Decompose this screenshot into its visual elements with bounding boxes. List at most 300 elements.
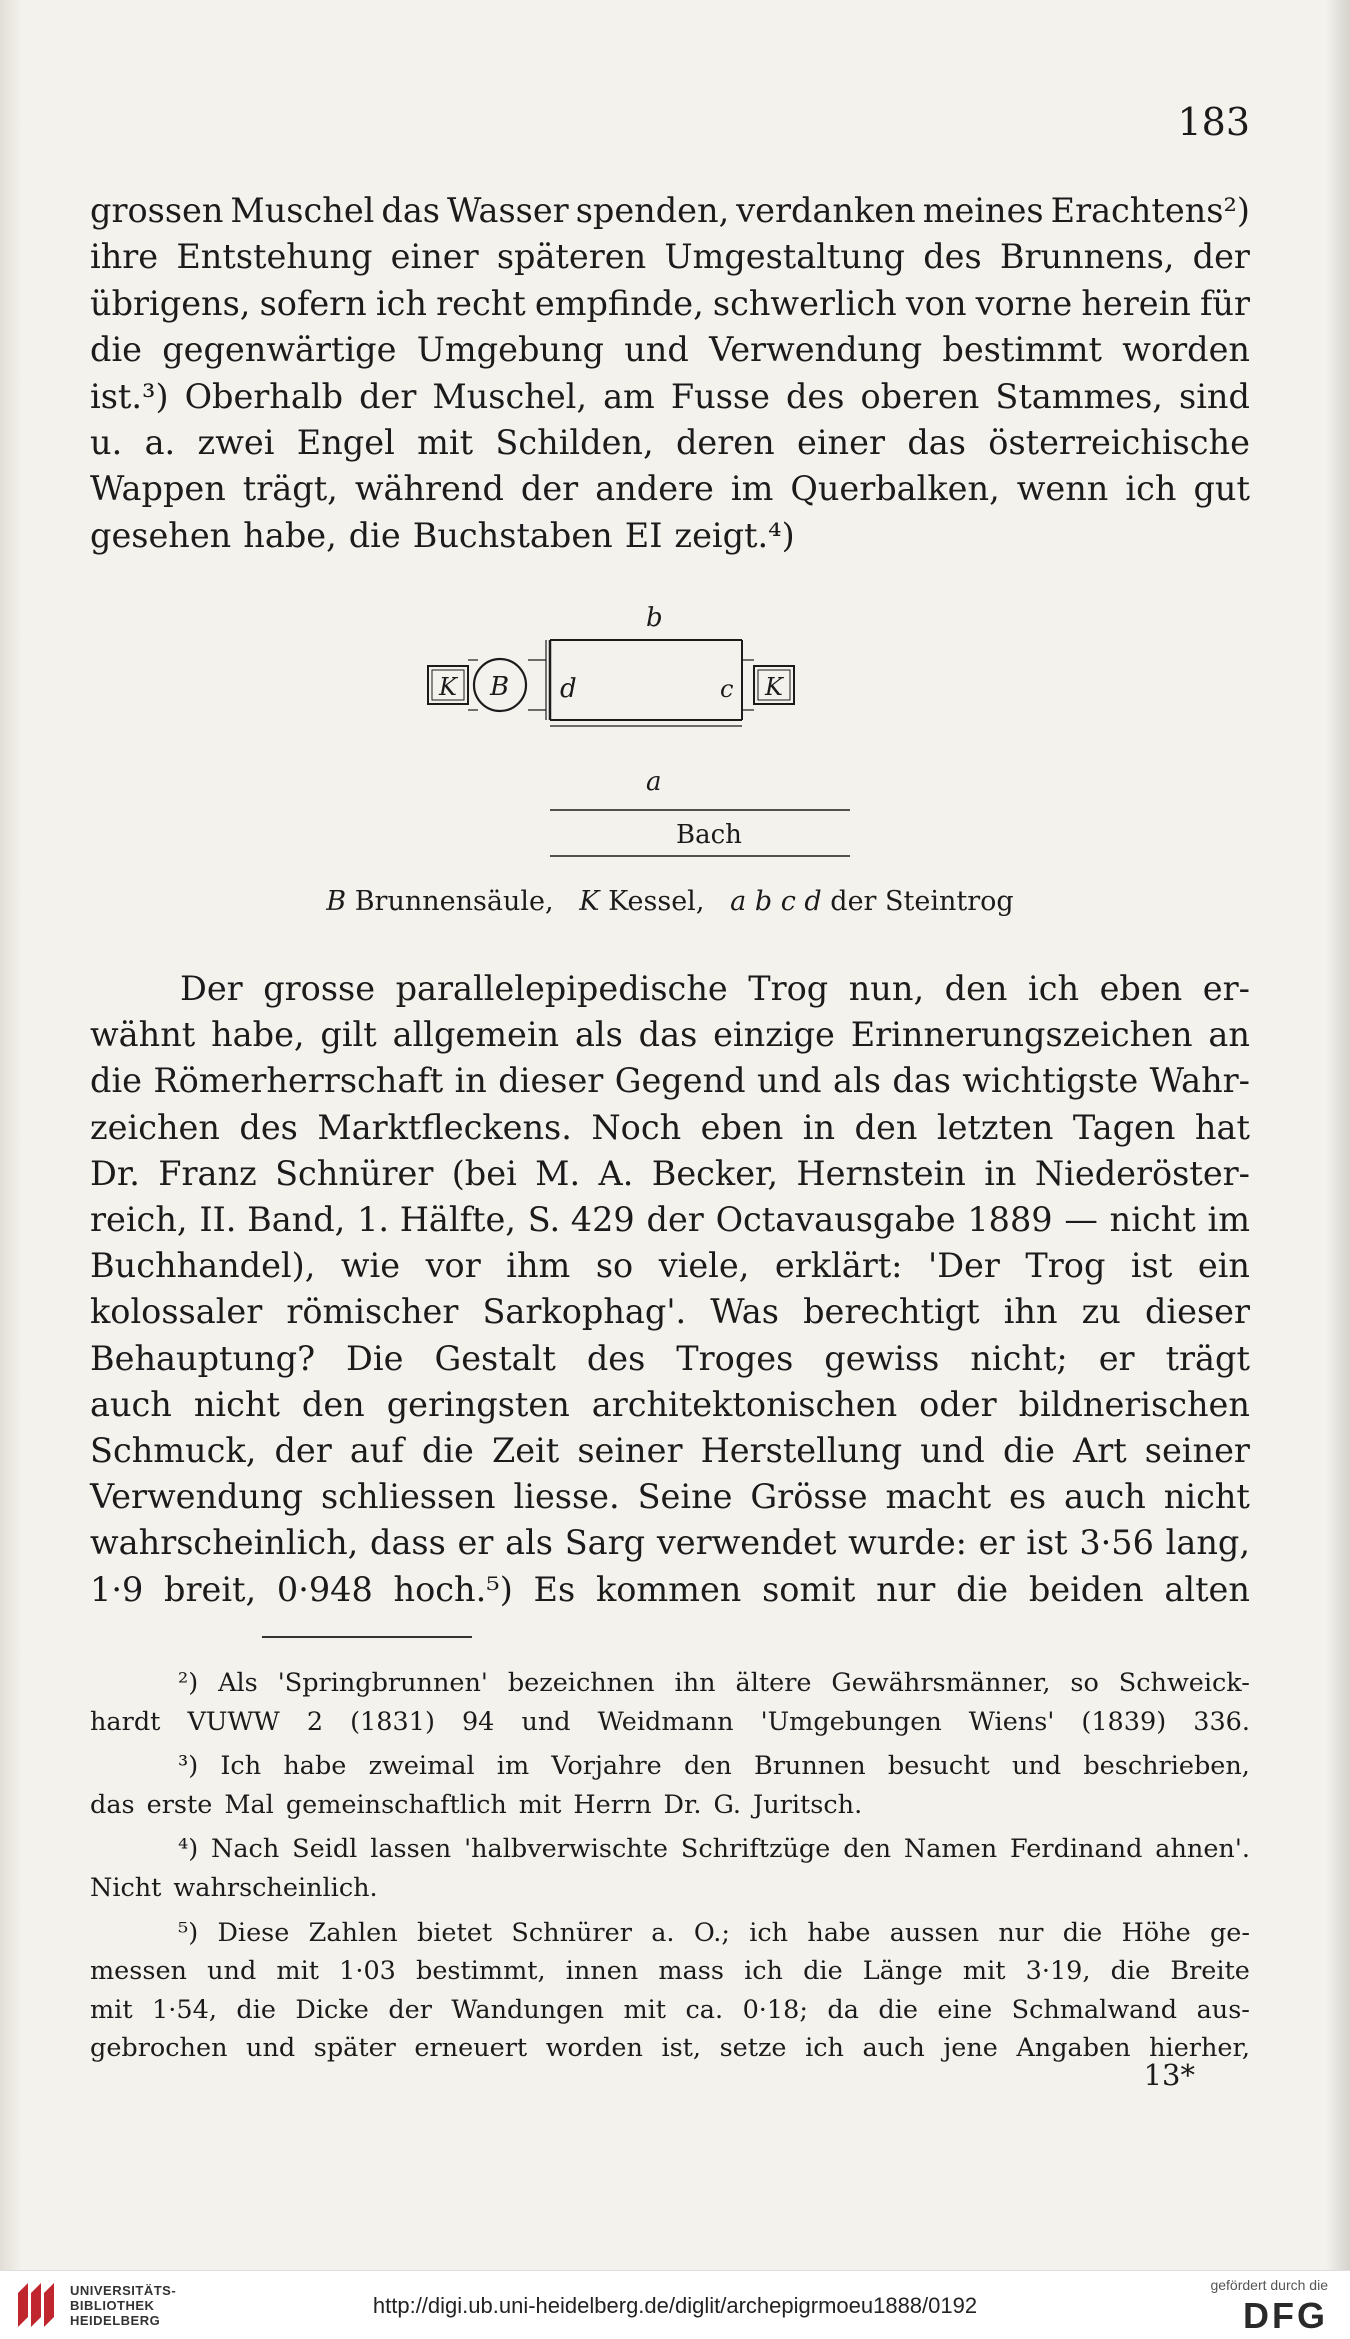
p2-line bbox=[90, 966, 1250, 1012]
word: ich bbox=[1125, 469, 1177, 509]
word: hat bbox=[1194, 1107, 1250, 1147]
word: Breite bbox=[1170, 1956, 1250, 1987]
word: die bbox=[90, 1061, 142, 1101]
word: oder bbox=[919, 1384, 997, 1424]
word: u. bbox=[90, 423, 123, 463]
caption-k-text: Kessel, bbox=[608, 886, 705, 917]
word: Schweick- bbox=[1118, 1668, 1250, 1698]
word: nicht bbox=[193, 1384, 280, 1424]
word: der bbox=[359, 376, 417, 416]
word: aus- bbox=[1196, 1994, 1250, 2025]
word: grossen bbox=[90, 191, 224, 230]
label-k-right: K bbox=[765, 673, 783, 701]
word: Verwendung bbox=[709, 330, 923, 370]
word: einer bbox=[797, 423, 885, 463]
word: so bbox=[1070, 1668, 1099, 1698]
word: empfinde, bbox=[534, 283, 704, 323]
word: Nach bbox=[211, 1834, 280, 1865]
word: kommen bbox=[595, 1569, 742, 1609]
p2-line bbox=[90, 1567, 1250, 1613]
word: Die bbox=[346, 1338, 404, 1378]
word: Marktfleckens. bbox=[317, 1107, 572, 1147]
word: und bbox=[1011, 1751, 1062, 1782]
word: nur bbox=[876, 1569, 936, 1609]
word: letzten bbox=[936, 1107, 1054, 1147]
word: 1. Hälfte, bbox=[357, 1200, 516, 1240]
word: übrigens, bbox=[90, 283, 251, 323]
word: Wappen bbox=[90, 469, 226, 509]
p1-line bbox=[90, 188, 1250, 234]
word: reich, bbox=[90, 1200, 188, 1240]
word: das bbox=[638, 1015, 698, 1055]
word: mit bbox=[276, 1956, 319, 1987]
word: Umgestaltung bbox=[664, 237, 905, 277]
word: 3·56 bbox=[1079, 1523, 1154, 1563]
footnote-line bbox=[90, 1991, 1250, 2030]
word: Zahlen bbox=[308, 1917, 398, 1948]
word: Oberhalb bbox=[184, 376, 344, 416]
caption-abcd: a b c d bbox=[730, 886, 822, 917]
word: im bbox=[730, 469, 774, 509]
word: bestimmt, bbox=[416, 1956, 546, 1987]
word: den bbox=[301, 1384, 365, 1424]
word: in bbox=[454, 1061, 487, 1101]
word: setze bbox=[719, 2033, 787, 2064]
p1-line bbox=[90, 234, 1250, 280]
word: habe, bbox=[243, 515, 337, 555]
word: Buchstaben bbox=[412, 515, 613, 555]
word: zeigt.⁴) bbox=[674, 515, 795, 555]
footnote-line bbox=[90, 1664, 1250, 1703]
word: Als bbox=[218, 1668, 258, 1698]
word: Noch bbox=[591, 1107, 682, 1147]
word: er bbox=[978, 1523, 1015, 1563]
word: von bbox=[905, 283, 967, 323]
word: einer bbox=[390, 237, 479, 277]
word: ca. bbox=[685, 1994, 724, 2025]
p1-line bbox=[90, 466, 1250, 512]
word: wie bbox=[340, 1246, 401, 1286]
word: 1889 bbox=[967, 1200, 1053, 1240]
word: Ferdinand bbox=[1010, 1834, 1143, 1865]
label-k-left: K bbox=[439, 673, 457, 701]
word: Trog bbox=[1025, 1246, 1106, 1286]
word: deren bbox=[675, 423, 775, 463]
word: Herstellung bbox=[700, 1431, 903, 1471]
word: Troges bbox=[676, 1338, 794, 1378]
word: Brunnen bbox=[753, 1751, 866, 1782]
word: das bbox=[907, 423, 966, 463]
word: habe bbox=[807, 1917, 871, 1948]
university-logo-text[interactable]: UNIVERSITÄTS- BIBLIOTHEK HEIDELBERG bbox=[70, 2283, 177, 2328]
word: ich bbox=[375, 283, 427, 323]
word: Muschel, bbox=[432, 376, 588, 416]
word: Schilden, bbox=[495, 423, 654, 463]
word: zeichen bbox=[90, 1107, 220, 1147]
word: architektonischen bbox=[591, 1384, 898, 1424]
word: Muschel bbox=[230, 191, 375, 230]
word: wahrscheinlich, bbox=[90, 1523, 359, 1563]
word: G. bbox=[713, 1789, 742, 1820]
word: herein bbox=[1081, 283, 1191, 323]
word: des bbox=[785, 376, 845, 416]
p1-line bbox=[90, 374, 1250, 420]
word: als bbox=[833, 1061, 881, 1101]
word: oberen bbox=[860, 376, 980, 416]
page-url-link[interactable]: http://digi.ub.uni-heidelberg.de/diglit/archepigrmoeu1888/0192 bbox=[372, 2293, 978, 2318]
word: macht bbox=[885, 1477, 992, 1517]
word: Schnürer bbox=[511, 1917, 632, 1948]
word: im bbox=[496, 1751, 530, 1782]
word: ein bbox=[1197, 1246, 1250, 1286]
word: das bbox=[892, 1061, 951, 1101]
word: der bbox=[274, 1431, 332, 1471]
word: Schmuck, bbox=[90, 1431, 257, 1471]
word: und bbox=[521, 1706, 571, 1737]
word: Niederöster- bbox=[1034, 1153, 1250, 1193]
word: trägt bbox=[1165, 1338, 1250, 1378]
word: sofern bbox=[259, 283, 367, 323]
word: die bbox=[803, 1956, 843, 1987]
word: habe bbox=[283, 1751, 347, 1782]
p2-line bbox=[90, 1520, 1250, 1566]
word: S. 429 bbox=[527, 1200, 635, 1240]
word: während bbox=[354, 469, 504, 509]
word: die bbox=[1110, 1956, 1151, 1987]
word: wahrscheinlich. bbox=[173, 1872, 378, 1903]
word: ich bbox=[749, 1917, 789, 1948]
word: gebrochen bbox=[90, 2033, 228, 2064]
word: Ich bbox=[220, 1751, 262, 1782]
word: mass bbox=[658, 1956, 724, 1987]
dfg-logo[interactable]: DFG bbox=[1243, 2295, 1328, 2336]
word: lassen bbox=[370, 1834, 452, 1865]
word: Octavausgabe bbox=[715, 1200, 956, 1240]
word: Wahr- bbox=[1149, 1061, 1250, 1101]
paragraph-2 bbox=[90, 966, 1250, 1613]
label-bach: Bach bbox=[676, 820, 742, 850]
word: einzige bbox=[713, 1015, 835, 1055]
word: 336. bbox=[1193, 1706, 1250, 1737]
word: bezeichnen bbox=[507, 1668, 655, 1698]
word: Erinnerungszeichen bbox=[850, 1015, 1193, 1055]
p2-line bbox=[90, 1197, 1250, 1243]
word: Gestalt bbox=[434, 1338, 556, 1378]
word: Zeit bbox=[491, 1431, 560, 1471]
word: Nicht bbox=[90, 1872, 162, 1903]
word: ich bbox=[805, 2033, 844, 2064]
word: 'Springbrunnen' bbox=[277, 1668, 488, 1698]
word: Schriftzüge bbox=[680, 1834, 831, 1865]
word: Hernstein bbox=[796, 1153, 966, 1193]
word: Buchhandel), bbox=[90, 1246, 316, 1286]
word: worden bbox=[1122, 330, 1250, 370]
word: erneuert bbox=[414, 2033, 528, 2064]
word: wurde: bbox=[848, 1523, 967, 1563]
word: besucht bbox=[887, 1751, 990, 1782]
word: den bbox=[843, 1834, 892, 1865]
word: der bbox=[1192, 237, 1250, 277]
word: spenden, bbox=[575, 191, 730, 230]
word: der bbox=[520, 469, 579, 509]
word: Dr. bbox=[663, 1789, 702, 1820]
word: a. bbox=[144, 423, 176, 463]
word: Namen bbox=[903, 1834, 998, 1865]
word: geringsten bbox=[386, 1384, 570, 1424]
word: des bbox=[586, 1338, 646, 1378]
word: nur bbox=[998, 1917, 1044, 1948]
word: hoch.⁵) bbox=[393, 1569, 513, 1609]
word: gilt bbox=[320, 1015, 377, 1055]
p1-line bbox=[90, 513, 1250, 559]
word: schwerlich bbox=[712, 283, 897, 323]
word: (1839) bbox=[1081, 1706, 1167, 1737]
word: die bbox=[956, 1569, 1009, 1609]
word: liesse. bbox=[513, 1477, 620, 1517]
caption-trog: der Steintrog bbox=[830, 886, 1014, 917]
word: EI bbox=[624, 515, 663, 555]
word: ältere bbox=[735, 1668, 812, 1698]
word: die bbox=[236, 1994, 276, 2025]
caption-k-letter: K bbox=[579, 886, 600, 917]
word: nicht bbox=[1109, 1200, 1196, 1240]
label-a: a bbox=[646, 767, 662, 797]
word: seiner bbox=[577, 1431, 683, 1471]
word: erklärt: bbox=[774, 1246, 903, 1286]
word: verdanken bbox=[736, 191, 916, 230]
word: ist.³) bbox=[90, 376, 169, 416]
word: und bbox=[246, 2033, 296, 2064]
word: da bbox=[827, 1994, 859, 2025]
word: Gewährsmänner, bbox=[831, 1668, 1051, 1698]
word: a. bbox=[651, 1917, 675, 1948]
word: dieser bbox=[498, 1061, 604, 1101]
word: die bbox=[1062, 1917, 1103, 1948]
word: gesehen bbox=[90, 515, 232, 555]
word: somit bbox=[762, 1569, 856, 1609]
word: er bbox=[1098, 1338, 1135, 1378]
p2-line bbox=[90, 1428, 1250, 1474]
brunnen-diagram bbox=[420, 600, 920, 870]
word: hierher, bbox=[1149, 2033, 1250, 2064]
word: eben bbox=[700, 1107, 784, 1147]
word: innen bbox=[565, 1956, 639, 1987]
word: ich bbox=[744, 1956, 783, 1987]
p2-line bbox=[90, 1474, 1250, 1520]
word: Becker, bbox=[651, 1153, 779, 1193]
word: die bbox=[348, 515, 401, 555]
word: Franz bbox=[158, 1153, 257, 1193]
word: mit bbox=[518, 1789, 562, 1820]
word: kolossaler bbox=[90, 1292, 263, 1332]
word: Seine bbox=[637, 1477, 733, 1517]
label-d: d bbox=[560, 674, 577, 704]
word: 'halbverwischte bbox=[464, 1834, 669, 1865]
footnote-rule bbox=[262, 1636, 472, 1638]
word: ist, bbox=[661, 2033, 702, 2064]
word: berechtigt bbox=[803, 1292, 980, 1332]
word: ist bbox=[1026, 1523, 1068, 1563]
word: Der bbox=[180, 969, 243, 1008]
word: Erachtens²) bbox=[1050, 191, 1250, 230]
footnote-line bbox=[90, 1914, 1250, 1953]
word: Trog bbox=[748, 969, 829, 1008]
p1-line bbox=[90, 327, 1250, 373]
word: mit bbox=[623, 1994, 667, 2025]
word: (bei bbox=[451, 1153, 517, 1193]
word: 'Umgebungen bbox=[760, 1706, 942, 1737]
word: den bbox=[854, 1107, 918, 1147]
p2-line bbox=[90, 1012, 1250, 1058]
word: Herrn bbox=[573, 1789, 652, 1820]
word: die bbox=[90, 330, 142, 370]
word: auch bbox=[862, 2033, 925, 2064]
word: grosse bbox=[263, 969, 376, 1008]
word: den bbox=[683, 1751, 732, 1782]
word: mit bbox=[417, 423, 474, 463]
word: 1·9 bbox=[90, 1569, 144, 1609]
footnote-line bbox=[90, 1869, 1250, 1908]
word: viele, bbox=[658, 1246, 750, 1286]
word: zu bbox=[1081, 1292, 1121, 1332]
word: Verwendung bbox=[90, 1477, 304, 1517]
word: und bbox=[920, 1431, 985, 1471]
word: und bbox=[757, 1061, 822, 1101]
footnote-line bbox=[90, 1747, 1250, 1786]
word: ²) bbox=[178, 1668, 199, 1698]
word: hardt bbox=[90, 1706, 161, 1737]
footnote-line bbox=[90, 1830, 1250, 1869]
word: meines bbox=[922, 191, 1044, 230]
dfg-funding-label: gefördert durch die bbox=[1210, 2277, 1328, 2293]
word: Behauptung? bbox=[90, 1338, 316, 1378]
word: Diese bbox=[217, 1917, 290, 1948]
word: ge- bbox=[1209, 1917, 1250, 1948]
word: 0·948 bbox=[276, 1569, 373, 1609]
word: im bbox=[1207, 1200, 1250, 1240]
word: mit bbox=[90, 1994, 133, 2025]
word: Art bbox=[1073, 1431, 1127, 1471]
p2-line bbox=[90, 1289, 1250, 1335]
word: 3·19, bbox=[1025, 1956, 1091, 1987]
word: zwei bbox=[197, 423, 275, 463]
caption-b-letter: B bbox=[326, 886, 347, 917]
word: 1·54, bbox=[152, 1994, 217, 2025]
word: 'Der bbox=[927, 1246, 1000, 1286]
label-b-circle: B bbox=[490, 672, 510, 702]
caption-b-text: Brunnensäule, bbox=[354, 886, 554, 917]
figure-caption bbox=[90, 886, 1250, 917]
word: Dr. bbox=[90, 1153, 140, 1193]
footnote-line bbox=[90, 2029, 1250, 2068]
word: II. Band, bbox=[199, 1200, 346, 1240]
word: recht bbox=[436, 283, 526, 323]
footnote-line bbox=[90, 1703, 1250, 1742]
word: andere bbox=[595, 469, 714, 509]
word: verwendet bbox=[656, 1523, 837, 1563]
word: er- bbox=[1202, 969, 1250, 1008]
word: seiner bbox=[1144, 1431, 1250, 1471]
word: das bbox=[381, 191, 440, 230]
word: messen bbox=[90, 1956, 187, 1987]
p2-line bbox=[90, 1105, 1250, 1151]
word: an bbox=[1208, 1015, 1250, 1055]
footnote-line bbox=[90, 1786, 1250, 1825]
word: der bbox=[646, 1200, 704, 1240]
word: ihn bbox=[1003, 1292, 1058, 1332]
word: Wandungen bbox=[451, 1994, 605, 2025]
word: Querbalken, bbox=[790, 469, 1000, 509]
word: schliessen bbox=[321, 1477, 496, 1517]
word: Römerherrschaft bbox=[153, 1061, 444, 1101]
word: Schmalwand bbox=[1011, 1994, 1178, 2025]
word: die bbox=[421, 1431, 474, 1471]
word: Höhe bbox=[1121, 1917, 1191, 1948]
word: ich bbox=[1028, 969, 1080, 1008]
word: auch bbox=[1063, 1477, 1146, 1517]
word: zweimal bbox=[368, 1751, 475, 1782]
word: die bbox=[1002, 1431, 1055, 1471]
page-edge-shadow-right bbox=[1326, 0, 1350, 2270]
label-b: b bbox=[646, 603, 663, 633]
word: Es bbox=[533, 1569, 576, 1609]
word: ihm bbox=[506, 1246, 571, 1286]
word: vorne bbox=[975, 283, 1073, 323]
footer-bar bbox=[0, 2270, 1350, 2339]
word: VUWW bbox=[187, 1706, 280, 1737]
word: und bbox=[624, 330, 689, 370]
word: gemeinschaftlich bbox=[285, 1789, 507, 1820]
word: ⁴) bbox=[178, 1834, 199, 1865]
word: Sarkophag'. bbox=[482, 1292, 687, 1332]
word: aussen bbox=[889, 1917, 980, 1948]
word: Umgebung bbox=[416, 330, 604, 370]
page-number: 183 bbox=[1177, 100, 1250, 144]
word: Brunnens, bbox=[999, 237, 1175, 277]
word: Tagen bbox=[1072, 1107, 1176, 1147]
word: des bbox=[923, 237, 982, 277]
word: (1831) bbox=[350, 1706, 435, 1737]
word: auf bbox=[349, 1431, 404, 1471]
word: Sarg bbox=[564, 1523, 646, 1563]
word: Engel bbox=[296, 423, 395, 463]
word: bildnerischen bbox=[1018, 1384, 1250, 1424]
word: nicht bbox=[1163, 1477, 1250, 1517]
word: in bbox=[984, 1153, 1017, 1193]
word: beiden bbox=[1028, 1569, 1144, 1609]
word: römischer bbox=[286, 1292, 459, 1332]
page-edge-shadow-left bbox=[0, 0, 22, 2270]
word: nicht; bbox=[970, 1338, 1068, 1378]
p2-line bbox=[90, 1336, 1250, 1382]
word: Wiens' bbox=[968, 1706, 1055, 1737]
word: wähnt bbox=[90, 1015, 196, 1055]
word: habe, bbox=[211, 1015, 305, 1055]
word: sind bbox=[1179, 376, 1250, 416]
p2-line bbox=[90, 1382, 1250, 1428]
word: dieser bbox=[1144, 1292, 1250, 1332]
signature-mark: 13* bbox=[1143, 2058, 1195, 2092]
word: den bbox=[944, 969, 1008, 1008]
word: Wasser bbox=[446, 191, 569, 230]
word: des bbox=[239, 1107, 298, 1147]
word: am bbox=[603, 376, 655, 416]
word: ihn bbox=[674, 1668, 716, 1698]
word: worden bbox=[545, 2033, 643, 2064]
word: lang, bbox=[1165, 1523, 1250, 1563]
word: Dicke bbox=[295, 1994, 369, 2025]
word: Juritsch. bbox=[753, 1789, 863, 1820]
